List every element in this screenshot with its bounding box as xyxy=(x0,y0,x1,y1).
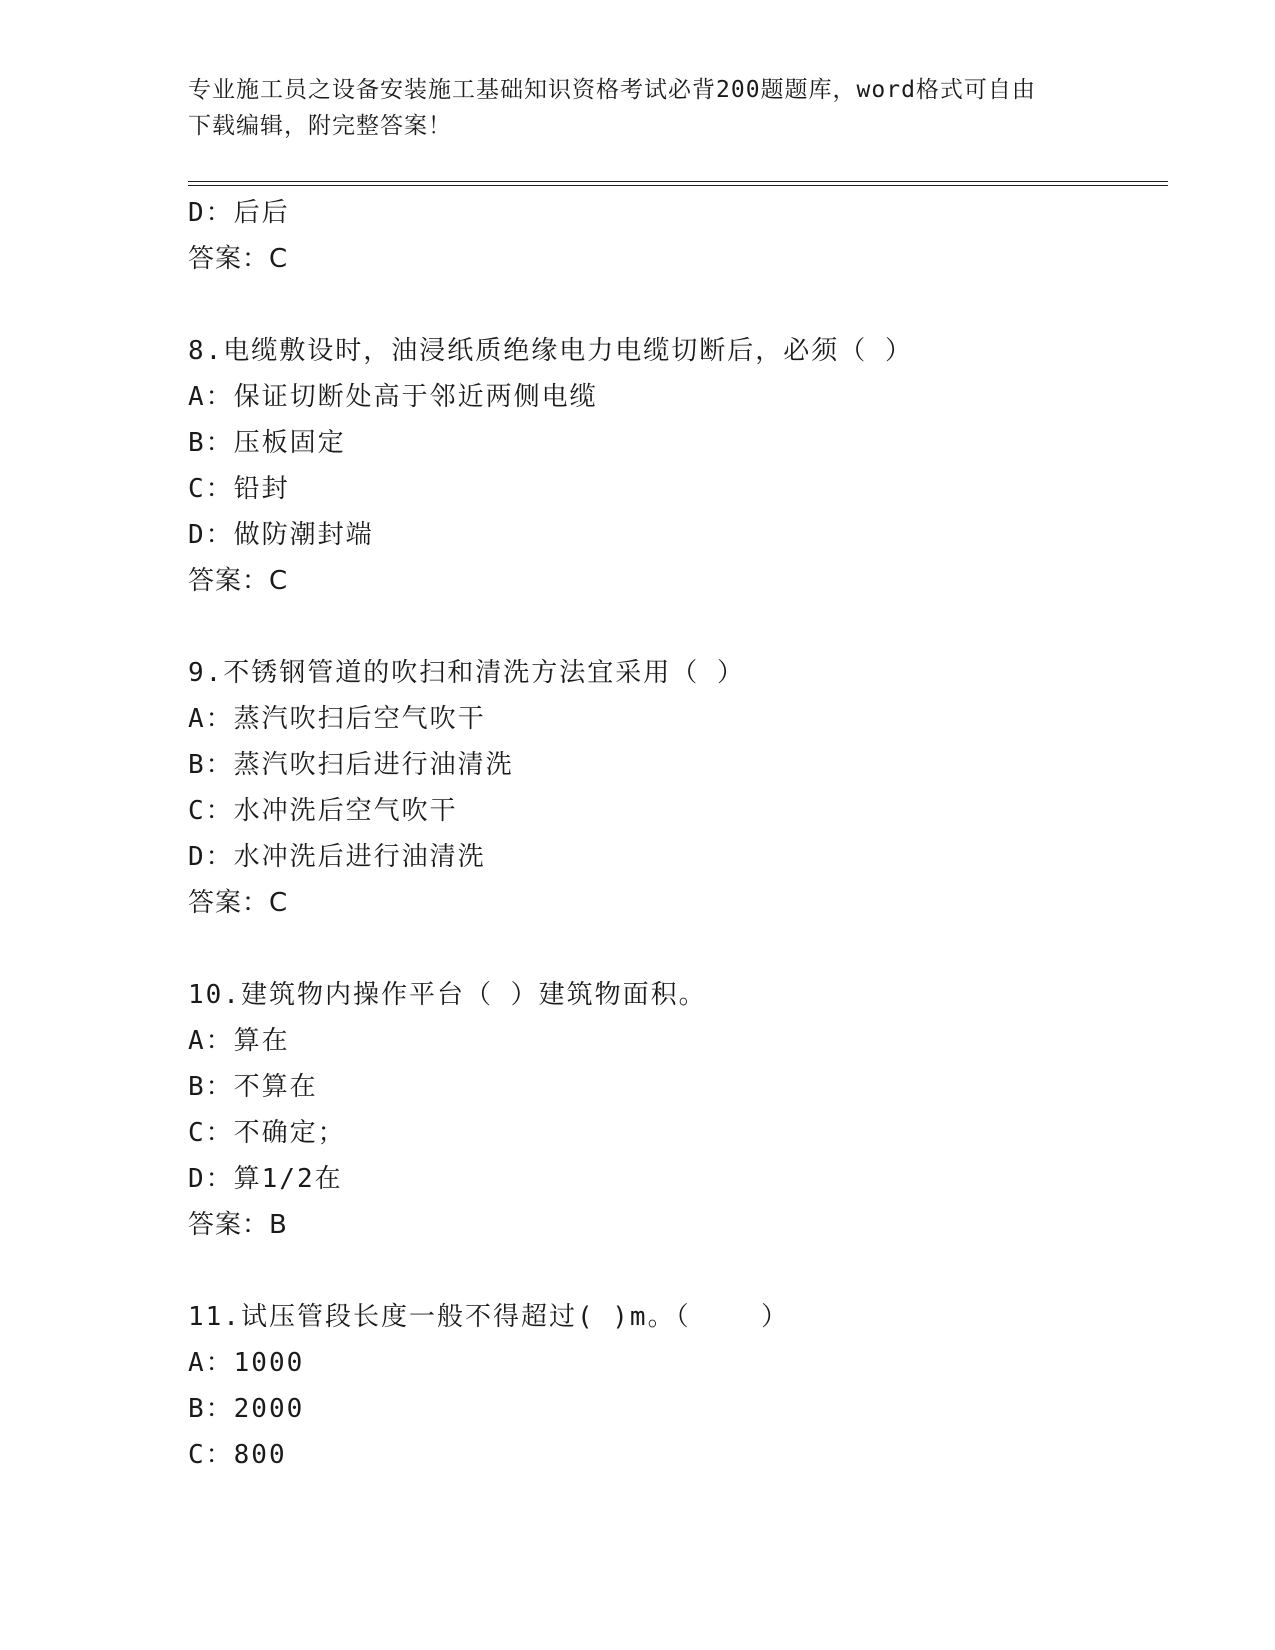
option-d: D：算1/2在 xyxy=(188,1164,343,1194)
option-d: D：水冲洗后进行油清洗 xyxy=(188,842,486,872)
answer-line: 答案：B xyxy=(188,1210,288,1240)
option-a: A：保证切断处高于邻近两侧电缆 xyxy=(188,382,598,412)
answer-line: 答案：C xyxy=(188,888,289,918)
spacer xyxy=(188,926,1168,972)
answer-line: 答案：C xyxy=(188,566,289,596)
question-10 xyxy=(188,972,1168,1248)
option-b: B：压板固定 xyxy=(188,428,346,458)
question-text: 9.不锈钢管道的吹扫和清洗方法宜采用（ ） xyxy=(188,658,745,688)
spacer xyxy=(188,282,1168,328)
header-title-line1: 专业施工员之设备安装施工基础知识资格考试必背200题题库，word格式可自由 xyxy=(188,77,1036,103)
option-c: C：水冲洗后空气吹干 xyxy=(188,796,458,826)
question-8 xyxy=(188,328,1168,604)
question-text: 11.试压管段长度一般不得超过( )m。（ ） xyxy=(188,1302,790,1332)
option-c: C：铅封 xyxy=(188,474,290,504)
option-c: C：不确定； xyxy=(188,1118,346,1148)
question-text: 8.电缆敷设时，油浸纸质绝缘电力电缆切断后，必须（ ） xyxy=(188,336,913,366)
option-c: C：800 xyxy=(188,1440,287,1470)
question-9 xyxy=(188,650,1168,926)
header-title-line2: 下载编辑，附完整答案！ xyxy=(188,113,452,139)
header-divider-bottom xyxy=(188,185,1168,186)
question-11 xyxy=(188,1294,1168,1478)
spacer xyxy=(188,604,1168,650)
document-header xyxy=(188,72,1088,144)
spacer xyxy=(188,1248,1168,1294)
option-d: D：后后 xyxy=(188,198,290,228)
option-a: A：算在 xyxy=(188,1026,290,1056)
header-divider-top xyxy=(188,181,1168,182)
option-a: A：蒸汽吹扫后空气吹干 xyxy=(188,704,486,734)
option-b: B：2000 xyxy=(188,1394,305,1424)
answer-line: 答案：C xyxy=(188,244,289,274)
option-b: B：蒸汽吹扫后进行油清洗 xyxy=(188,750,514,780)
question-text: 10.建筑物内操作平台（ ）建筑物面积。 xyxy=(188,980,707,1010)
option-d: D：做防潮封端 xyxy=(188,520,374,550)
option-a: A：1000 xyxy=(188,1348,305,1378)
option-b: B：不算在 xyxy=(188,1072,318,1102)
question-list xyxy=(188,190,1168,1478)
